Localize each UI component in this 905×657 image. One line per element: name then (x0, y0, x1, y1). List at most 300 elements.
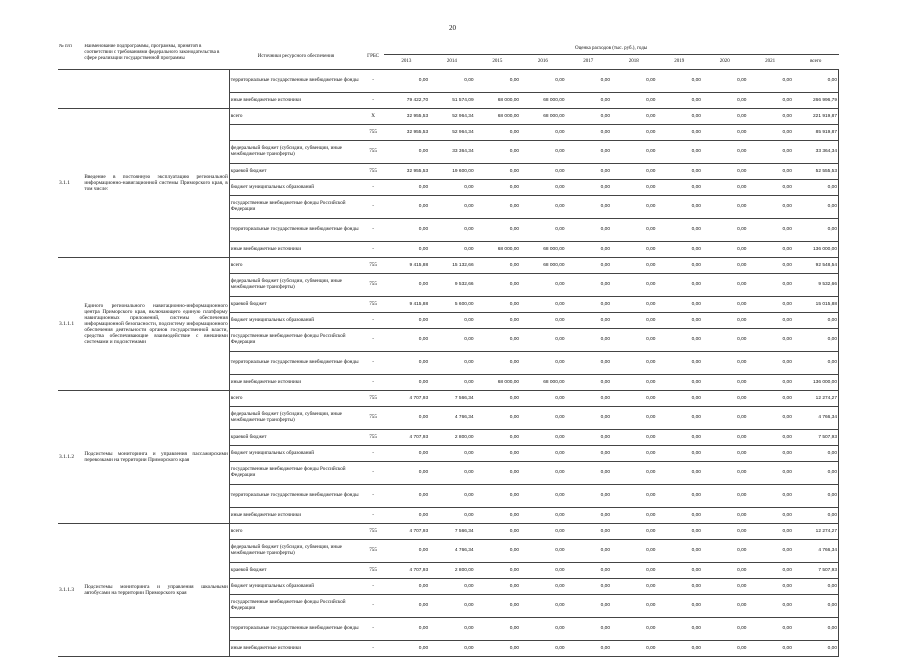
value-cell: 0,00 (656, 180, 701, 196)
grbs-code: 755 (363, 274, 384, 297)
header-year: 2016 (520, 55, 565, 70)
value-cell: 32 955,53 (384, 109, 429, 125)
value-cell: 0,00 (475, 219, 520, 242)
funding-source: всего (229, 109, 362, 125)
value-cell: 0,00 (747, 391, 792, 407)
value-cell: 0,00 (702, 485, 747, 508)
value-total: 7 507,93 (793, 563, 839, 579)
value-cell: 0,00 (566, 641, 611, 657)
value-cell: 0,00 (611, 352, 656, 375)
value-cell: 0,00 (520, 508, 565, 524)
grbs-code: - (363, 70, 384, 93)
value-total: 0,00 (793, 485, 839, 508)
funding-source: иные внебюджетные источники (229, 375, 362, 391)
value-cell: 0,00 (475, 125, 520, 141)
value-cell: 0,00 (611, 430, 656, 446)
value-cell: 0,00 (611, 180, 656, 196)
value-total: 12 274,27 (793, 524, 839, 540)
value-cell: 0,00 (747, 297, 792, 313)
funding-source: краевой бюджет (229, 430, 362, 446)
grbs-code: - (363, 242, 384, 258)
value-cell: 0,00 (566, 109, 611, 125)
value-cell: 0,00 (611, 563, 656, 579)
value-cell: 0,00 (429, 641, 474, 657)
item-name: Подсистемы мониторинга и управления пассажирскими перевозками на территории Приморского края (83, 391, 229, 524)
value-cell: 0,00 (747, 595, 792, 618)
value-total: 0,00 (793, 579, 839, 595)
value-cell: 0,00 (475, 407, 520, 430)
value-cell: 0,00 (429, 219, 474, 242)
grbs-code: 755 (363, 391, 384, 407)
value-cell: 7 566,34 (429, 524, 474, 540)
value-cell: 0,00 (566, 329, 611, 352)
value-cell: 0,00 (611, 242, 656, 258)
value-cell: 0,00 (747, 375, 792, 391)
header-year: 2017 (566, 55, 611, 70)
value-cell: 0,00 (702, 329, 747, 352)
value-cell: 0,00 (566, 352, 611, 375)
value-cell: 0,00 (702, 70, 747, 93)
value-cell: 0,00 (611, 258, 656, 274)
grbs-code: 755 (363, 407, 384, 430)
value-total: 0,00 (793, 352, 839, 375)
grbs-code: 755 (363, 164, 384, 180)
header-year: 2019 (656, 55, 701, 70)
value-cell: 0,00 (566, 430, 611, 446)
value-cell: 0,00 (384, 618, 429, 641)
value-cell: 0,00 (520, 125, 565, 141)
funding-source: иные внебюджетные источники (229, 242, 362, 258)
value-cell: 0,00 (475, 391, 520, 407)
value-cell: 0,00 (611, 375, 656, 391)
value-total: 92 548,54 (793, 258, 839, 274)
value-cell: 0,00 (475, 141, 520, 164)
value-cell: 0,00 (566, 618, 611, 641)
value-cell: 0,00 (656, 485, 701, 508)
value-cell: 0,00 (566, 485, 611, 508)
value-cell: 0,00 (475, 485, 520, 508)
value-cell: 0,00 (475, 524, 520, 540)
funding-source: территориальные государственные внебюджетные фонды (229, 219, 362, 242)
value-cell: 0,00 (656, 563, 701, 579)
value-cell: 0,00 (520, 141, 565, 164)
grbs-code: 755 (363, 430, 384, 446)
funding-source: федеральный бюджет (субсидии, субвенции, иные межбюджетные трансферты) (229, 407, 362, 430)
value-cell: 0,00 (747, 242, 792, 258)
value-cell: 0,00 (656, 313, 701, 329)
value-cell: 0,00 (611, 219, 656, 242)
table-row (58, 258, 839, 274)
value-cell: 0,00 (520, 196, 565, 219)
funding-source: всего (229, 391, 362, 407)
header-year: 2020 (702, 55, 747, 70)
value-cell: 0,00 (611, 391, 656, 407)
funding-source: всего (229, 524, 362, 540)
header-year: 2013 (384, 55, 429, 70)
value-cell: 32 955,53 (384, 125, 429, 141)
value-cell: 0,00 (747, 618, 792, 641)
value-total: 52 555,53 (793, 164, 839, 180)
value-cell: 0,00 (656, 446, 701, 462)
value-cell: 19 600,00 (429, 164, 474, 180)
value-cell: 0,00 (520, 180, 565, 196)
value-cell: 0,00 (611, 618, 656, 641)
value-total: 0,00 (793, 618, 839, 641)
value-cell: 0,00 (384, 352, 429, 375)
value-cell: 0,00 (566, 196, 611, 219)
value-cell: 79 422,70 (384, 93, 429, 109)
value-cell: 4 707,93 (384, 430, 429, 446)
value-cell: 68 000,00 (520, 93, 565, 109)
value-cell: 0,00 (384, 219, 429, 242)
value-cell: 0,00 (520, 352, 565, 375)
value-cell: 0,00 (566, 274, 611, 297)
value-cell: 0,00 (520, 563, 565, 579)
value-cell: 0,00 (566, 579, 611, 595)
value-cell: 0,00 (702, 141, 747, 164)
grbs-code: - (363, 462, 384, 485)
value-cell: 0,00 (747, 485, 792, 508)
value-cell: 0,00 (747, 352, 792, 375)
value-cell: 0,00 (520, 313, 565, 329)
value-cell: 0,00 (429, 618, 474, 641)
value-cell: 0,00 (702, 595, 747, 618)
value-total: 9 532,66 (793, 274, 839, 297)
funding-source: бюджет муниципальных образований (229, 446, 362, 462)
value-cell: 0,00 (611, 164, 656, 180)
value-cell: 0,00 (656, 93, 701, 109)
value-cell: 0,00 (656, 391, 701, 407)
value-cell: 0,00 (520, 297, 565, 313)
grbs-code: - (363, 446, 384, 462)
value-cell: 0,00 (747, 219, 792, 242)
value-cell: 0,00 (520, 485, 565, 508)
value-cell: 0,00 (611, 540, 656, 563)
header-year: всего (793, 55, 839, 70)
funding-source: иные внебюджетные источники (229, 508, 362, 524)
value-total: 0,00 (793, 508, 839, 524)
item-code: 3.1.1.2 (58, 391, 83, 524)
value-cell: 0,00 (429, 508, 474, 524)
value-cell: 0,00 (566, 446, 611, 462)
funding-source: территориальные государственные внебюджетные фонды (229, 352, 362, 375)
value-cell: 15 132,66 (429, 258, 474, 274)
value-cell: 0,00 (747, 430, 792, 446)
value-cell: 0,00 (384, 180, 429, 196)
item-name: Единого регионального навигационно-информационного центра Приморского края, включающего единую платформу навигационных приложений, системы обеспечения информационной безопасности, подсистему информационного обеспечения деятельности органов государственной власти, средства обеспечивающие взаимодействие с внешними системами и подсистемами (83, 258, 229, 391)
value-cell: 0,00 (611, 595, 656, 618)
value-cell: 0,00 (611, 524, 656, 540)
value-cell: 0,00 (475, 563, 520, 579)
value-cell: 0,00 (656, 508, 701, 524)
value-cell: 0,00 (429, 579, 474, 595)
value-cell: 0,00 (429, 375, 474, 391)
value-cell: 0,00 (566, 93, 611, 109)
value-cell: 0,00 (611, 579, 656, 595)
value-cell: 0,00 (747, 258, 792, 274)
header-name: Наименование подпрограммы, программы, принятой в соответствии с требованиями федерального законодательства в сфере реализации государственной программы (83, 44, 229, 70)
value-cell: 4 766,34 (429, 407, 474, 430)
value-cell: 0,00 (520, 540, 565, 563)
grbs-code: 755 (363, 540, 384, 563)
value-cell: 0,00 (429, 352, 474, 375)
value-cell: 0,00 (384, 641, 429, 657)
value-cell: 0,00 (475, 196, 520, 219)
value-cell: 0,00 (611, 508, 656, 524)
value-cell: 68 000,00 (520, 258, 565, 274)
header-year: 2014 (429, 55, 474, 70)
value-cell: 0,00 (702, 219, 747, 242)
value-cell: 0,00 (747, 540, 792, 563)
value-total: 85 919,87 (793, 125, 839, 141)
value-cell: 0,00 (656, 242, 701, 258)
grbs-code: - (363, 329, 384, 352)
value-cell: 0,00 (520, 391, 565, 407)
value-cell: 68 000,00 (520, 242, 565, 258)
value-cell: 0,00 (566, 258, 611, 274)
value-cell: 0,00 (611, 407, 656, 430)
value-cell: 0,00 (702, 407, 747, 430)
grbs-code: - (363, 579, 384, 595)
table-row (58, 391, 839, 407)
value-cell: 68 000,00 (475, 375, 520, 391)
value-cell: 0,00 (566, 242, 611, 258)
value-cell: 0,00 (702, 391, 747, 407)
value-total: 12 274,27 (793, 391, 839, 407)
value-total: 0,00 (793, 180, 839, 196)
value-cell: 0,00 (566, 391, 611, 407)
header-year: 2015 (475, 55, 520, 70)
value-cell: 0,00 (702, 430, 747, 446)
value-total: 4 766,34 (793, 540, 839, 563)
value-cell: 0,00 (747, 164, 792, 180)
value-cell: 0,00 (429, 446, 474, 462)
value-cell: 0,00 (702, 258, 747, 274)
value-total: 0,00 (793, 595, 839, 618)
value-cell: 0,00 (611, 109, 656, 125)
value-cell: 0,00 (384, 313, 429, 329)
value-cell: 0,00 (566, 125, 611, 141)
funding-source: краевой бюджет (229, 164, 362, 180)
value-cell: 0,00 (384, 274, 429, 297)
value-cell: 0,00 (747, 313, 792, 329)
value-cell: 0,00 (520, 618, 565, 641)
value-cell: 0,00 (702, 375, 747, 391)
value-cell: 4 707,93 (384, 563, 429, 579)
value-cell: 0,00 (702, 579, 747, 595)
value-cell: 0,00 (566, 462, 611, 485)
funding-source: бюджет муниципальных образований (229, 313, 362, 329)
value-cell: 0,00 (656, 109, 701, 125)
value-cell: 0,00 (656, 375, 701, 391)
value-cell: 0,00 (384, 579, 429, 595)
value-cell: 0,00 (566, 297, 611, 313)
value-cell: 0,00 (475, 313, 520, 329)
value-cell: 0,00 (702, 462, 747, 485)
funding-source: всего (229, 258, 362, 274)
funding-source: бюджет муниципальных образований (229, 579, 362, 595)
value-total: 33 364,34 (793, 141, 839, 164)
grbs-code: X (363, 109, 384, 125)
value-cell: 2 800,00 (429, 430, 474, 446)
value-cell: 0,00 (475, 446, 520, 462)
table-row (58, 109, 839, 125)
value-total: 4 766,34 (793, 407, 839, 430)
value-cell: 0,00 (475, 579, 520, 595)
funding-source: государственные внебюджетные фонды Российской Федерации (229, 462, 362, 485)
value-cell: 0,00 (566, 70, 611, 93)
value-cell: 0,00 (656, 274, 701, 297)
funding-source: территориальные государственные внебюджетные фонды (229, 70, 362, 93)
value-cell: 0,00 (429, 462, 474, 485)
value-cell: 68 000,00 (475, 93, 520, 109)
value-cell: 0,00 (384, 141, 429, 164)
value-cell: 0,00 (656, 641, 701, 657)
value-cell: 68 000,00 (475, 242, 520, 258)
value-cell: 0,00 (384, 485, 429, 508)
value-cell: 0,00 (566, 313, 611, 329)
value-cell: 0,00 (566, 540, 611, 563)
value-cell: 0,00 (656, 219, 701, 242)
value-total: 0,00 (793, 313, 839, 329)
funding-source: краевой бюджет (229, 297, 362, 313)
value-total: 15 015,88 (793, 297, 839, 313)
value-cell: 68 000,00 (520, 375, 565, 391)
value-cell: 0,00 (747, 446, 792, 462)
value-cell: 0,00 (702, 242, 747, 258)
grbs-code: - (363, 485, 384, 508)
funding-source: иные внебюджетные источники (229, 93, 362, 109)
value-cell: 0,00 (475, 180, 520, 196)
page-number: 20 (449, 24, 456, 32)
value-cell: 0,00 (656, 540, 701, 563)
value-cell: 0,00 (520, 641, 565, 657)
value-cell: 0,00 (384, 375, 429, 391)
grbs-code: - (363, 313, 384, 329)
funding-source: территориальные государственные внебюджетные фонды (229, 618, 362, 641)
table-row (58, 70, 839, 93)
grbs-code: - (363, 352, 384, 375)
value-cell: 0,00 (702, 618, 747, 641)
value-cell: 0,00 (656, 258, 701, 274)
item-name: Введение в постоянную эксплуатацию региональной информационно-навигационной системы Приморского края, в том числе: (83, 109, 229, 258)
value-cell: 0,00 (475, 164, 520, 180)
value-cell: 0,00 (520, 446, 565, 462)
value-cell: 0,00 (747, 329, 792, 352)
grbs-code: - (363, 93, 384, 109)
value-total: 136 000,00 (793, 242, 839, 258)
grbs-code: 755 (363, 258, 384, 274)
value-cell: 0,00 (702, 446, 747, 462)
value-cell: 0,00 (475, 595, 520, 618)
value-cell: 0,00 (384, 407, 429, 430)
value-cell: 4 707,93 (384, 391, 429, 407)
funding-source: краевой бюджет (229, 563, 362, 579)
value-cell: 0,00 (384, 446, 429, 462)
value-cell: 0,00 (656, 141, 701, 164)
header-year: 2018 (611, 55, 656, 70)
value-cell: 0,00 (520, 595, 565, 618)
value-cell: 0,00 (566, 141, 611, 164)
value-cell: 0,00 (747, 579, 792, 595)
funding-source: федеральный бюджет (субсидии, субвенции, иные межбюджетные трансферты) (229, 274, 362, 297)
value-cell: 0,00 (702, 540, 747, 563)
grbs-code: 755 (363, 125, 384, 141)
value-cell: 0,00 (611, 297, 656, 313)
value-cell: 0,00 (747, 109, 792, 125)
value-total: 7 507,93 (793, 430, 839, 446)
value-cell: 0,00 (384, 462, 429, 485)
value-cell: 0,00 (384, 242, 429, 258)
value-cell: 0,00 (566, 595, 611, 618)
value-cell: 0,00 (747, 196, 792, 219)
value-total: 0,00 (793, 70, 839, 93)
grbs-code: 755 (363, 563, 384, 579)
grbs-code: - (363, 508, 384, 524)
value-cell: 0,00 (429, 180, 474, 196)
value-cell: 0,00 (702, 352, 747, 375)
value-cell: 0,00 (384, 329, 429, 352)
value-cell: 0,00 (611, 485, 656, 508)
value-cell: 0,00 (656, 196, 701, 219)
value-cell: 0,00 (475, 258, 520, 274)
value-cell: 52 964,34 (429, 109, 474, 125)
table-header (58, 44, 839, 70)
value-cell: 0,00 (520, 164, 565, 180)
value-cell: 0,00 (566, 164, 611, 180)
funding-source: федеральный бюджет (субсидии, субвенции, иные межбюджетные трансферты) (229, 540, 362, 563)
value-cell: 0,00 (384, 508, 429, 524)
value-cell: 0,00 (747, 180, 792, 196)
table-body (58, 70, 839, 657)
value-cell: 0,00 (566, 508, 611, 524)
value-cell: 0,00 (520, 219, 565, 242)
funding-source (229, 125, 362, 141)
value-cell: 0,00 (520, 274, 565, 297)
value-cell: 0,00 (702, 196, 747, 219)
value-cell: 0,00 (475, 430, 520, 446)
value-cell: 0,00 (475, 297, 520, 313)
value-cell: 0,00 (566, 524, 611, 540)
value-cell: 0,00 (702, 641, 747, 657)
value-cell: 0,00 (611, 141, 656, 164)
funding-source: иные внебюджетные источники (229, 641, 362, 657)
value-cell: 0,00 (702, 109, 747, 125)
value-cell: 0,00 (747, 93, 792, 109)
grbs-code: 755 (363, 524, 384, 540)
funding-source: государственные внебюджетные фонды Российской Федерации (229, 595, 362, 618)
value-cell: 0,00 (702, 125, 747, 141)
value-cell: 0,00 (702, 274, 747, 297)
value-cell: 0,00 (611, 70, 656, 93)
value-cell: 0,00 (656, 524, 701, 540)
value-cell: 0,00 (520, 329, 565, 352)
value-cell: 0,00 (384, 540, 429, 563)
value-total: 266 996,79 (793, 93, 839, 109)
grbs-code: - (363, 180, 384, 196)
value-cell: 52 964,34 (429, 125, 474, 141)
value-cell: 0,00 (702, 313, 747, 329)
grbs-code: - (363, 196, 384, 219)
value-cell: 0,00 (566, 563, 611, 579)
value-cell: 0,00 (475, 540, 520, 563)
value-cell: 0,00 (656, 164, 701, 180)
value-cell: 68 000,00 (520, 109, 565, 125)
value-cell: 0,00 (611, 93, 656, 109)
value-cell: 0,00 (520, 407, 565, 430)
item-code: 3.1.1.1 (58, 258, 83, 391)
header-num: № п/п (58, 44, 83, 70)
